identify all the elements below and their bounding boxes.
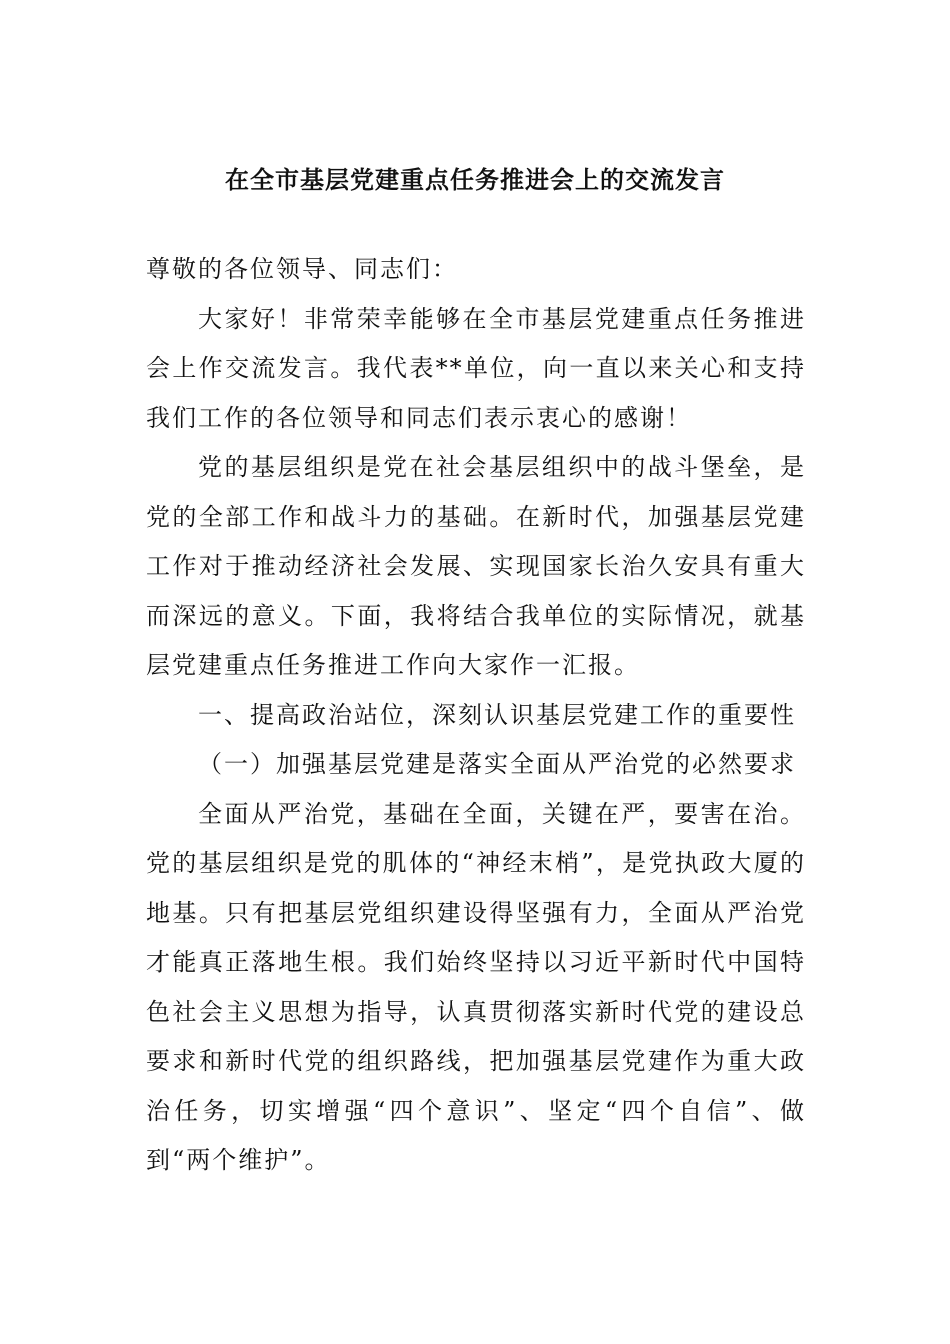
document-title: 在全市基层党建重点任务推进会上的交流发言 bbox=[225, 166, 725, 194]
paragraph-greeting: 大家好！非常荣幸能够在全市基层党建重点任务推进会上作交流发言。我代表**单位，向一直以来关心和支持我们工作的各位领导和同志们表示衷心的感谢！ bbox=[146, 304, 806, 432]
salutation: 尊敬的各位领导、同志们： bbox=[146, 255, 458, 283]
paragraph-body: 全面从严治党，基础在全面，关键在严，要害在治。党的基层组织是党的肌体的“神经末梢”，是党执政大厦的地基。只有把基层党组织建设得坚强有力，全面从严治党才能真正落地生根。我们始终坚持以习近平新时代中国特色社会主义思想为指导，认真贯彻落实新时代党的建设总要求和新时代党的组织路线，把加强基层党建作为重大政治任务，切实增强“四个意识”、坚定“四个自信”、做到“两个维护”。 bbox=[146, 799, 806, 1174]
section-heading-1: 一、提高政治站位，深刻认识基层党建工作的重要性 bbox=[198, 700, 796, 729]
paragraph-introduction: 党的基层组织是党在社会基层组织中的战斗堡垒，是党的全部工作和战斗力的基础。在新时代，加强基层党建工作对于推动经济社会发展、实现国家长治久安具有重大而深远的意义。下面，我将结合我单位的实际情况，就基层党建重点任务推进工作向大家作一汇报。 bbox=[146, 453, 806, 679]
subsection-heading-1: （一）加强基层党建是落实全面从严治党的必然要求 bbox=[198, 750, 796, 778]
document-body bbox=[146, 245, 806, 1186]
